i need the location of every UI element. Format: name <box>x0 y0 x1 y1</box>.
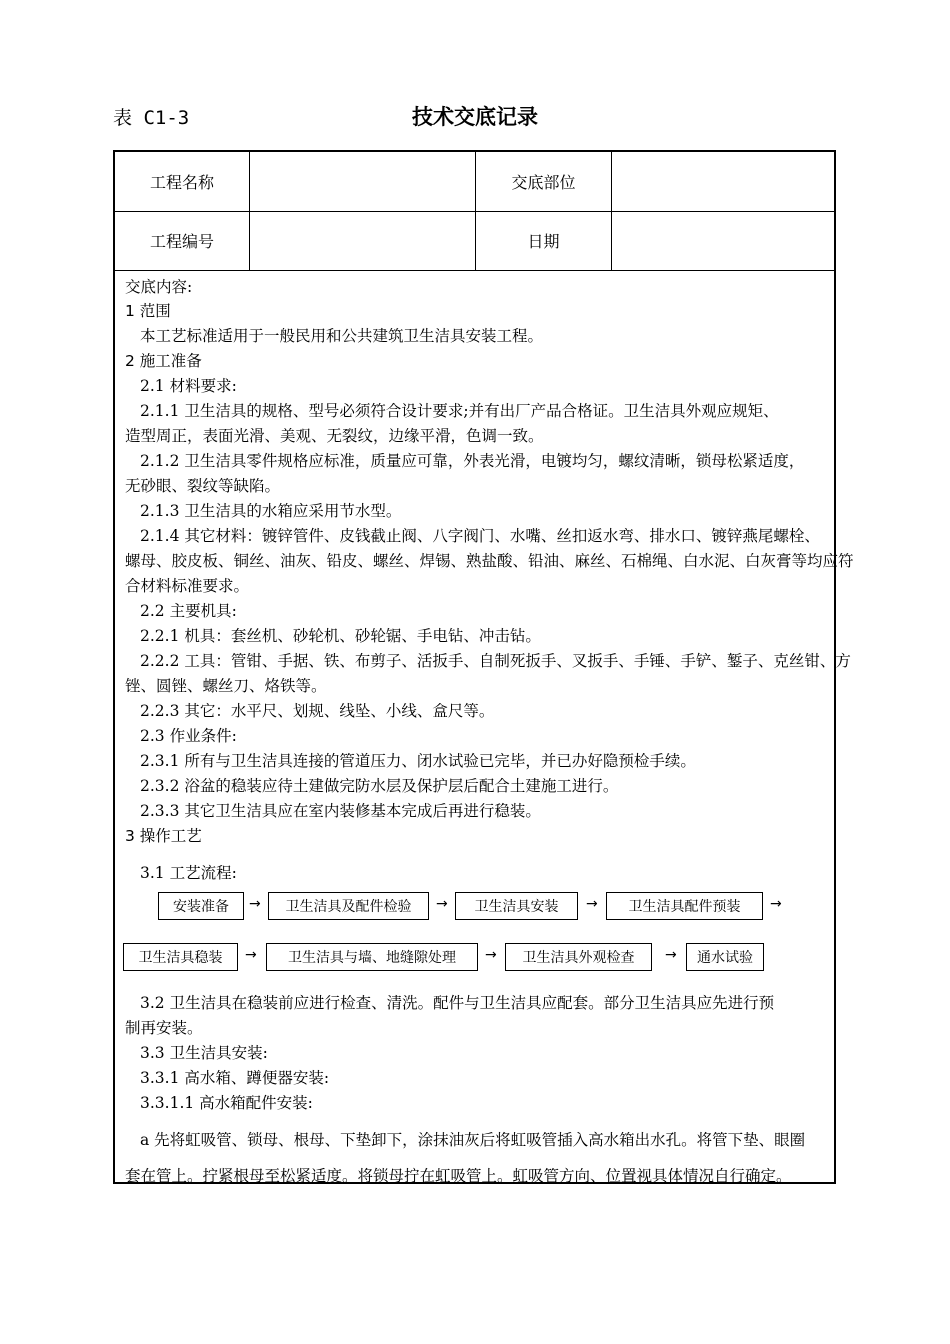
paragraph: 合材料标准要求。 <box>125 577 250 595</box>
project-number-label: 工程编号 <box>115 211 250 270</box>
paragraph: 2.1.4 其它材料：镀锌管件、皮钱截止阀、八字阀门、水嘴、丝扣返水弯、排水口、镀锌燕尾螺栓、 <box>140 527 820 545</box>
paragraph: 2.2.3 其它：水平尺、划规、线坠、小线、盒尺等。 <box>140 702 495 720</box>
flow-arrow: → <box>249 896 261 912</box>
paragraph: 2.3.2 浴盆的稳装应待土建做完防水层及保护层后配合土建施工进行。 <box>140 777 619 795</box>
paragraph: 锉、圆锉、螺丝刀、烙铁等。 <box>125 677 327 695</box>
section-heading: 3 操作工艺 <box>125 827 202 845</box>
subsection: 2.2 主要机具: <box>140 602 237 620</box>
paragraph: 2.1.2 卫生洁具零件规格应标准，质量应可靠，外表光滑，电镀均匀，螺纹清晰，锁母松紧适度， <box>140 452 805 470</box>
content-label: 交底内容: <box>125 278 193 296</box>
flow-arrow: → <box>245 947 257 963</box>
flow-step-7: 卫生洁具外观检查 <box>505 943 652 971</box>
paragraph: 造型周正，表面光滑、美观、无裂纹，边缘平滑，色调一致。 <box>125 427 544 445</box>
flow-arrow: → <box>436 896 448 912</box>
paragraph: 3.2 卫生洁具在稳装前应进行检查、清洗。配件与卫生洁具应配套。部分卫生洁具应先进行预 <box>140 994 775 1012</box>
flow-step-2: 卫生洁具及配件检验 <box>268 892 429 920</box>
flow-arrow: → <box>665 947 677 963</box>
flow-step-4: 卫生洁具配件预装 <box>606 892 763 920</box>
paragraph: 2.3.1 所有与卫生洁具连接的管道压力、闭水试验已完毕，并已办好隐预检手续。 <box>140 752 696 770</box>
project-number-field[interactable] <box>250 211 476 270</box>
paragraph: 2.2.2 工具：管钳、手据、铁、布剪子、活扳手、自制死扳手、叉扳手、手锤、手铲、錾子、克丝钳、方 <box>140 652 851 670</box>
flow-arrow: → <box>770 896 782 912</box>
paragraph: 2.1.1 卫生洁具的规格、型号必须符合设计要求;并有出厂产品合格证。卫生洁具外观应规矩、 <box>140 402 779 420</box>
flow-step-6: 卫生洁具与墙、地缝隙处理 <box>266 943 478 971</box>
subsection: 2.3 作业条件: <box>140 727 237 745</box>
paragraph: 2.1.3 卫生洁具的水箱应采用节水型。 <box>140 502 402 520</box>
paragraph: 2.2.1 机具：套丝机、砂轮机、砂轮锯、手电钻、冲击钻。 <box>140 627 541 645</box>
subsection: 3.1 工艺流程: <box>140 864 237 882</box>
form-code: 表 C1-3 <box>113 107 190 129</box>
paragraph: 无砂眼、裂纹等缺陷。 <box>125 477 281 495</box>
header-row-1 <box>115 152 834 212</box>
section-heading: 1 范围 <box>125 302 171 320</box>
subsection: 3.3.1 高水箱、蹲便器安装: <box>140 1069 330 1087</box>
date-label: 日期 <box>476 211 612 270</box>
handover-part-label: 交底部位 <box>476 152 612 211</box>
header-row-2 <box>115 211 834 271</box>
flow-arrow: → <box>485 947 497 963</box>
subsection: 3.3 卫生洁具安装: <box>140 1044 268 1062</box>
paragraph: 本工艺标准适用于一般民用和公共建筑卫生洁具安装工程。 <box>140 327 544 345</box>
paragraph: 螺母、胶皮板、铜丝、油灰、铅皮、螺丝、焊锡、熟盐酸、铅油、麻丝、石棉绳、白水泥、白灰膏等均应符 <box>125 552 854 570</box>
flow-step-8: 通水试验 <box>686 943 764 971</box>
paragraph: 2.3.3 其它卫生洁具应在室内装修基本完成后再进行稳装。 <box>140 802 541 820</box>
flow-step-1: 安装准备 <box>158 892 244 920</box>
project-name-label: 工程名称 <box>115 152 250 211</box>
paragraph: a 先将虹吸管、锁母、根母、下垫卸下，涂抹油灰后将虹吸管插入高水箱出水孔。将管下垫、眼圈 <box>140 1131 806 1149</box>
flow-arrow: → <box>586 896 598 912</box>
subsection: 3.3.1.1 高水箱配件安装: <box>140 1094 313 1112</box>
subsection: 2.1 材料要求: <box>140 377 237 395</box>
record-form <box>113 150 854 1185</box>
paragraph: 套在管上。拧紧根母至松紧适度。将锁母拧在虹吸管上。虹吸管方向、位置视具体情况自行确定。 <box>125 1167 792 1185</box>
flow-step-5: 卫生洁具稳装 <box>123 943 238 971</box>
flow-step-3: 卫生洁具安装 <box>455 892 578 920</box>
paragraph: 制再安装。 <box>125 1019 203 1037</box>
page-title: 技术交底记录 <box>412 105 538 129</box>
date-field[interactable] <box>612 211 834 270</box>
handover-part-field[interactable] <box>612 152 834 211</box>
project-name-field[interactable] <box>250 152 476 211</box>
section-heading: 2 施工准备 <box>125 352 202 370</box>
